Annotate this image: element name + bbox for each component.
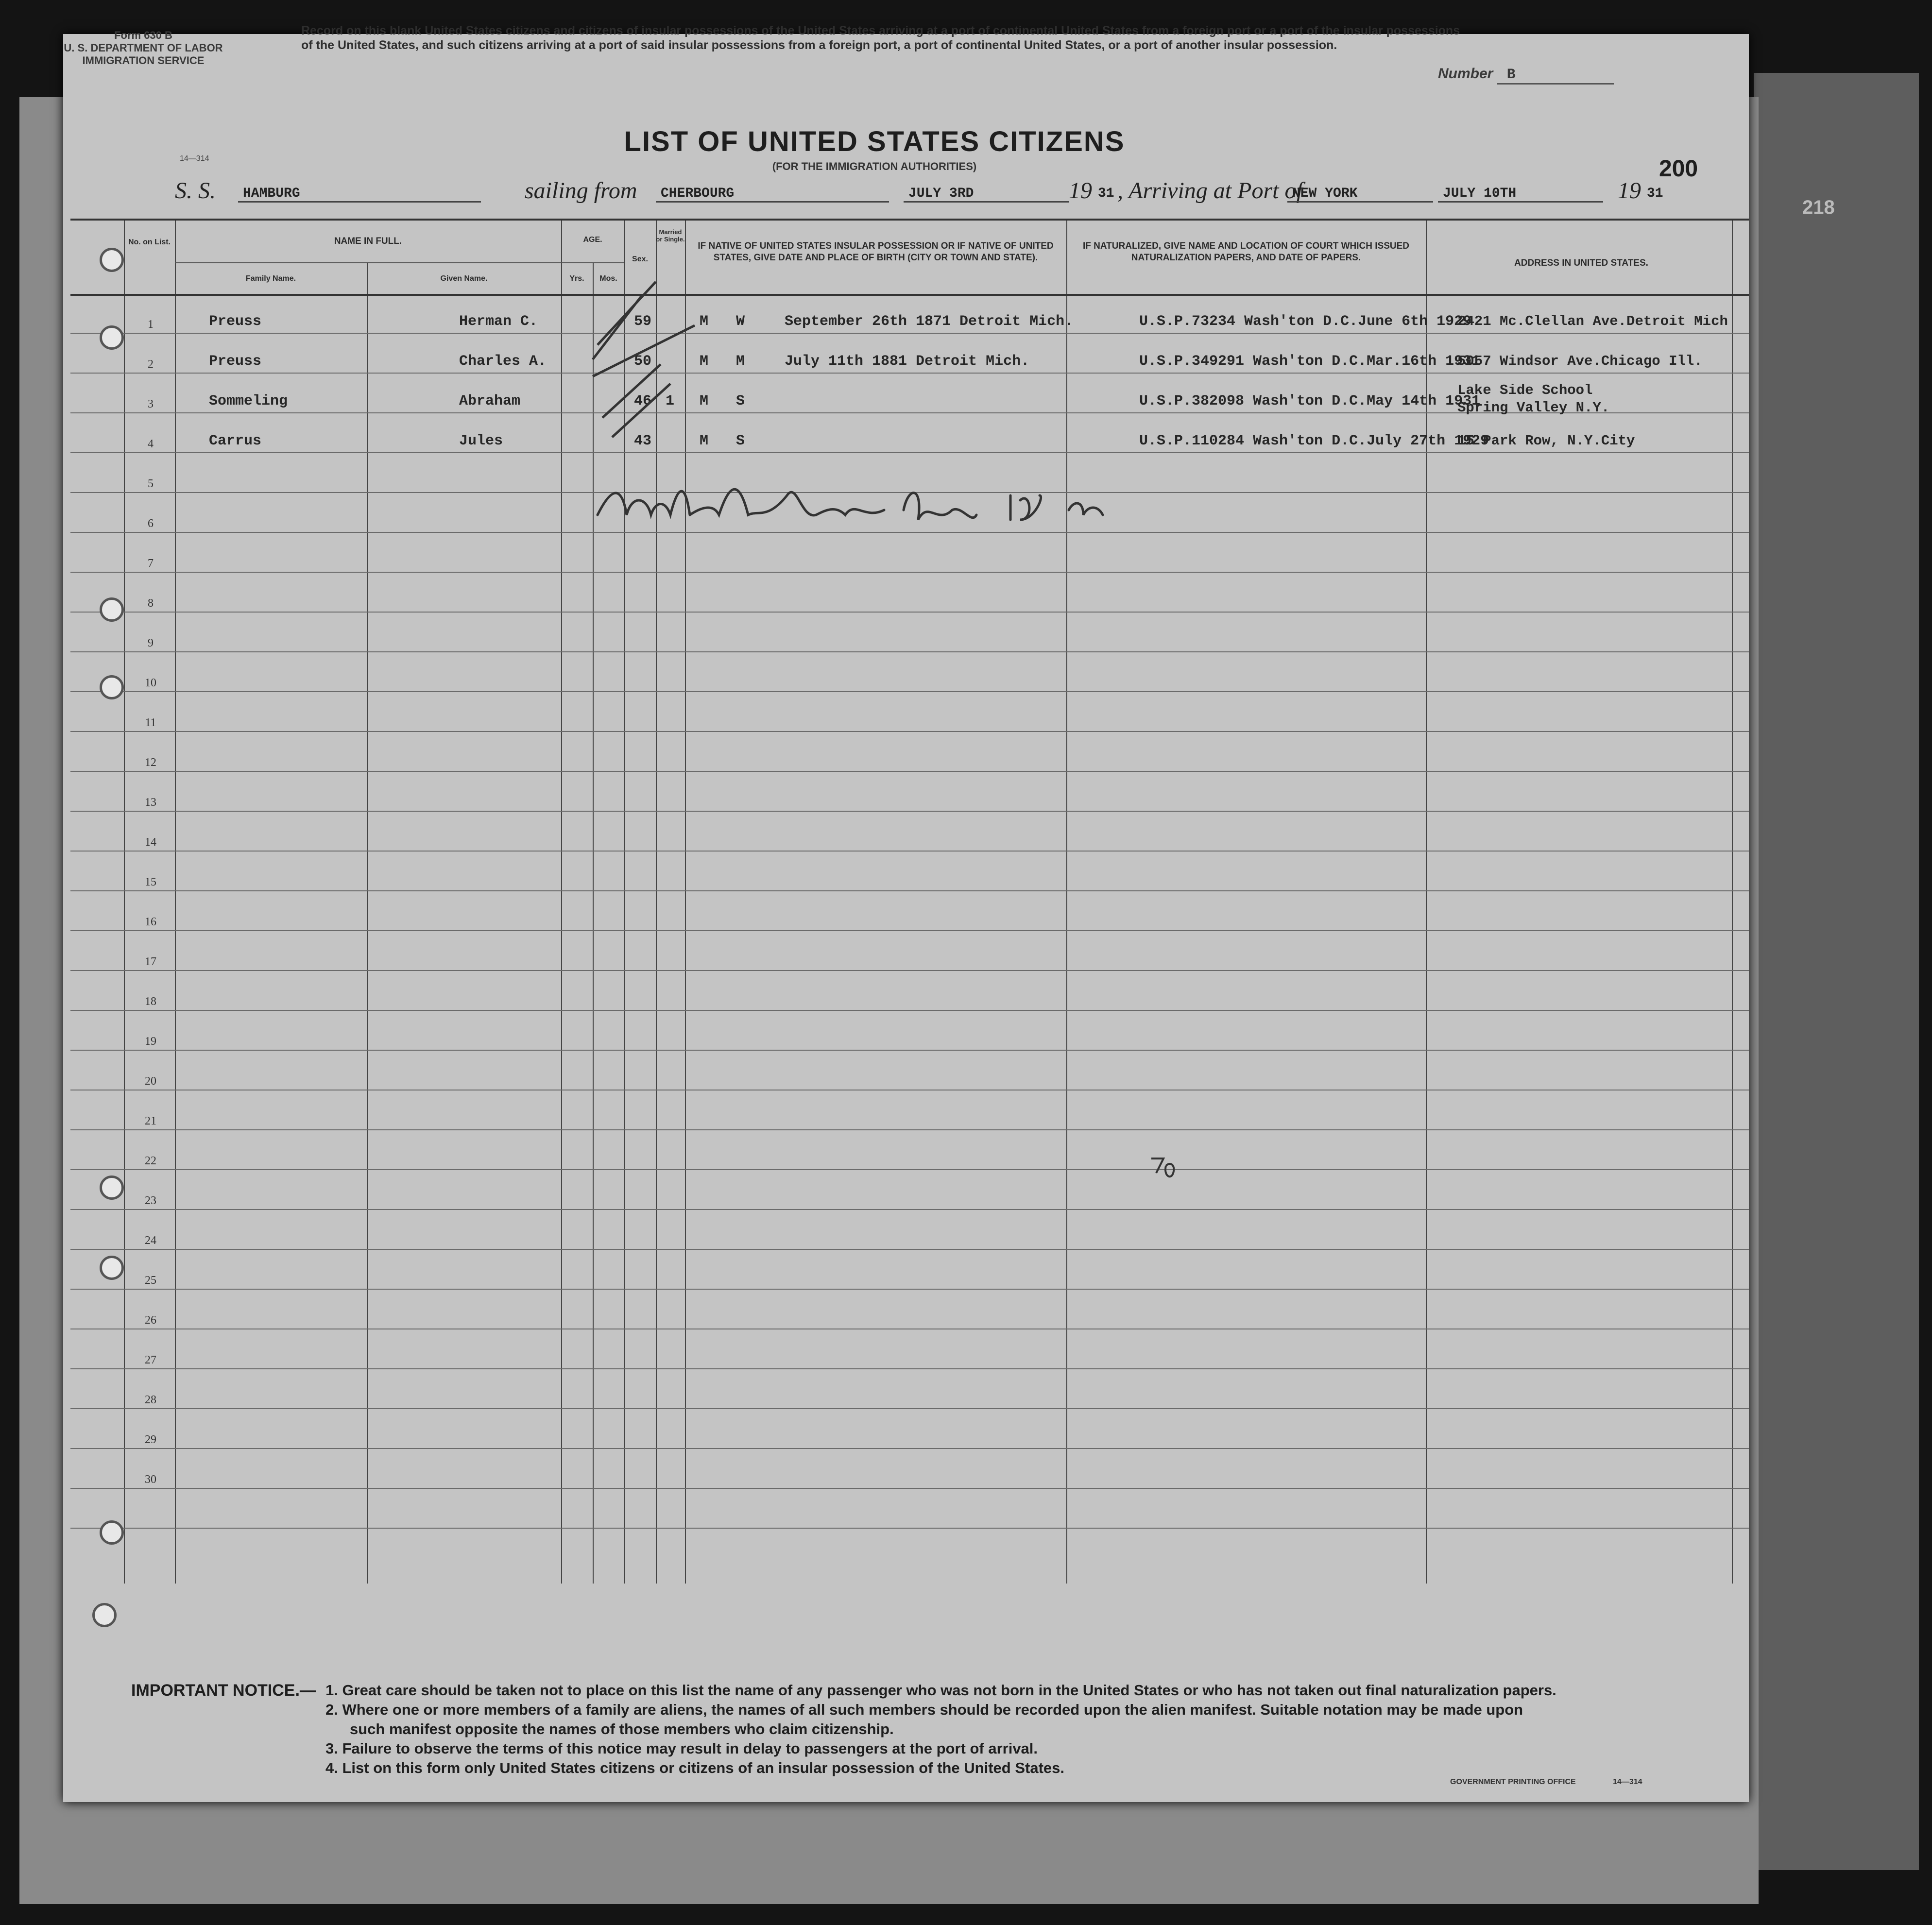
row-number: 11: [145, 716, 156, 729]
row-number: 12: [145, 756, 156, 769]
cell-ms: S: [736, 393, 745, 409]
row-number: 26: [145, 1314, 156, 1327]
row-rule: [70, 373, 1749, 374]
row-number: 2: [148, 358, 154, 371]
cell-given: Charles A.: [459, 353, 547, 370]
arrival-year: 31: [1647, 186, 1663, 201]
page-title: LIST OF UNITED STATES CITIZENS: [624, 126, 1125, 157]
row-number: 8: [148, 597, 154, 610]
header-name-in-full: NAME IN FULL.: [334, 236, 402, 246]
row-rule: [70, 1488, 1749, 1489]
row-rule: [70, 1368, 1749, 1369]
cell-family: Preuss: [209, 353, 262, 370]
punch-hole: [100, 1175, 124, 1200]
record-note: Record on this blank United States citizens and citizens of insular possessions of the United States arriving at a port of continental United States from a foreign port or a port of the insular possessions of the United States, and such citizens arriving at a port of said insular possessions from a foreign port, a port of continental United States, or a port of another insular possession.: [301, 24, 1460, 52]
header-native: IF NATIVE OF UNITED STATES INSULAR POSSESSION OR IF NATIVE OF UNITED STATES, GIVE DATE AND PLACE OF BIRTH (CITY OR TOWN AND STATE).: [698, 241, 1054, 263]
row-number: 23: [145, 1194, 156, 1207]
row-number: 28: [145, 1394, 156, 1406]
row-number: 22: [145, 1155, 156, 1167]
cell-given: Jules: [459, 433, 503, 449]
row-number: 14: [145, 836, 156, 849]
cell-given: Herman C.: [459, 313, 538, 330]
row-rule: [70, 1408, 1749, 1409]
row-number: 16: [145, 916, 156, 928]
punch-hole: [100, 1256, 124, 1280]
notice-item-4: 4. List on this form only United States citizens or citizens of an insular possession of the United States.: [325, 1759, 1064, 1776]
row-number: 24: [145, 1234, 156, 1247]
row-number: 25: [145, 1274, 156, 1287]
arriving-label: , Arriving at Port of: [1117, 178, 1303, 204]
row-rule: [70, 691, 1749, 692]
cell-address: 2421 Mc.Clellan Ave.Detroit Mich: [1457, 313, 1728, 329]
cell-ms: W: [736, 313, 745, 330]
row-rule: [70, 851, 1749, 852]
cell-address: Lake Side School: [1457, 382, 1593, 398]
ss-label: S. S.: [175, 178, 216, 204]
row-number: 1: [148, 318, 154, 331]
cell-yrs: 46: [634, 393, 652, 409]
department: U. S. DEPARTMENT OF LABOR: [64, 42, 223, 54]
punch-hole: [92, 1603, 117, 1627]
row-rule: [70, 612, 1749, 613]
row-rule: [70, 1249, 1749, 1250]
notice-item-1: 1. Great care should be taken not to place on this list the name of any passenger who was not born in the United States or who has not taken out final naturalization papers.: [325, 1682, 1556, 1699]
cell-ms: M: [736, 353, 745, 370]
cell-address: 5057 Windsor Ave.Chicago Ill.: [1457, 353, 1703, 369]
voyage-line: [175, 177, 1691, 211]
row-number: 30: [145, 1473, 156, 1486]
row-number: 3: [148, 398, 154, 410]
row-rule: [70, 452, 1749, 453]
row-rule: [70, 1169, 1749, 1170]
page-subtitle: (FOR THE IMMIGRATION AUTHORITIES): [772, 160, 977, 172]
cell-natz: U.S.P.73234 Wash'ton D.C.June 6th 1929: [1139, 313, 1472, 330]
cell-given: Abraham: [459, 393, 521, 409]
row-rule: [70, 970, 1749, 971]
check-marks: [583, 272, 709, 447]
row-number: 17: [145, 955, 156, 968]
manifest-sheet: [63, 34, 1749, 1802]
row-number: 27: [145, 1354, 156, 1366]
row-number: 21: [145, 1115, 156, 1127]
row-rule: [70, 1129, 1749, 1130]
row-number: 29: [145, 1433, 156, 1446]
cell-yrs: 50: [634, 353, 652, 370]
row-rule: [70, 1209, 1749, 1210]
row-number: 10: [145, 677, 156, 689]
row-rule: [70, 1528, 1749, 1529]
cell-natz: U.S.P.110284 Wash'ton D.C.July 27th 1929: [1139, 433, 1489, 449]
row-rule: [70, 1289, 1749, 1290]
gpo-label: GOVERNMENT PRINTING OFFICE: [1450, 1778, 1576, 1786]
row-number: 6: [148, 517, 154, 530]
side-page-number: 218: [1802, 197, 1835, 218]
cell-sex: M: [700, 433, 709, 449]
cell-family: Preuss: [209, 313, 262, 330]
row-rule: [70, 1050, 1749, 1051]
header-naturalized: IF NATURALIZED, GIVE NAME AND LOCATION OF COURT WHICH ISSUED NATURALIZATION PAPERS, AND DATE OF PAPERS.: [1082, 241, 1409, 263]
header-age: AGE.: [583, 236, 602, 244]
cell-natz: U.S.P.349291 Wash'ton D.C.Mar.16th 1931: [1139, 353, 1481, 370]
row-number: 18: [145, 995, 156, 1008]
sailing-label: sailing from: [525, 178, 637, 204]
header-mos: Mos.: [599, 274, 617, 283]
small-code: 14—314: [180, 154, 209, 163]
cell-address: 15 Park Row, N.Y.City: [1457, 433, 1635, 449]
row-number: 5: [148, 477, 154, 490]
number-value: B: [1497, 67, 1614, 85]
row-rule: [70, 890, 1749, 891]
cell-birth: July 11th 1881 Detroit Mich.: [785, 353, 1030, 370]
row-number: 13: [145, 796, 156, 809]
underlying-sheet: [1754, 73, 1919, 1870]
row-rule: [70, 1010, 1749, 1011]
arrival-year-prefix: 19: [1618, 178, 1641, 204]
departure-year-prefix: 19: [1069, 178, 1092, 204]
row-rule: [70, 333, 1749, 334]
margin-mark: [1149, 1154, 1178, 1183]
punch-hole: [100, 248, 124, 272]
row-rule: [70, 771, 1749, 772]
row-number: 20: [145, 1075, 156, 1088]
row-rule: [70, 1448, 1749, 1449]
number-label: Number: [1438, 66, 1493, 82]
gpo-code: 14—314: [1613, 1778, 1642, 1786]
cell-mos: 1: [666, 393, 675, 409]
departure-port: CHERBOURG: [656, 186, 889, 203]
header-no-on-list: No. on List.: [128, 238, 171, 246]
form-meta: [63, 29, 223, 67]
departure-year: 31: [1098, 186, 1114, 201]
notice-item-2-cont: such manifest opposite the names of those members who claim citizenship.: [350, 1721, 894, 1738]
cell-yrs: 43: [634, 433, 652, 449]
punch-hole: [100, 675, 124, 699]
page-number: 200: [1659, 156, 1698, 182]
handwritten-admission-note: [593, 466, 1176, 544]
header-address: ADDRESS IN UNITED STATES.: [1514, 258, 1648, 268]
cell-sex: M: [700, 393, 709, 409]
cell-yrs: 59: [634, 313, 652, 330]
row-rule: [70, 811, 1749, 812]
notice-item-2: 2. Where one or more members of a family are aliens, the names of all such members should be recorded upon the alien manifest. Suitable notation may be made upon: [325, 1701, 1523, 1718]
row-number: 7: [148, 557, 154, 570]
punch-hole: [100, 1520, 124, 1545]
cell-family: Carrus: [209, 433, 262, 449]
header-family-name: Family Name.: [245, 274, 296, 283]
row-rule: [70, 651, 1749, 652]
header-yrs: Yrs.: [569, 274, 584, 283]
row-number: 15: [145, 876, 156, 888]
header-given-name: Given Name.: [440, 274, 488, 283]
number-block: [1438, 66, 1614, 85]
cell-family: Sommeling: [209, 393, 288, 409]
notice-lead: IMPORTANT NOTICE.—: [131, 1681, 316, 1700]
punch-hole: [100, 325, 124, 350]
ship-name: HAMBURG: [238, 186, 481, 203]
form-code: Form 630 B: [114, 29, 172, 41]
row-number: 19: [145, 1035, 156, 1048]
row-number: 9: [148, 637, 154, 649]
departure-date: JULY 3RD: [904, 186, 1069, 203]
arrival-port: NEW YORK: [1287, 186, 1433, 203]
header-sex: Sex.: [632, 255, 648, 263]
row-number: 4: [148, 438, 154, 450]
row-rule: [70, 930, 1749, 931]
notice-item-3: 3. Failure to observe the terms of this notice may result in delay to passengers at the port of arrival.: [325, 1740, 1038, 1757]
cell-ms: S: [736, 433, 745, 449]
service: IMMIGRATION SERVICE: [82, 54, 205, 67]
cell-sex: M: [700, 313, 709, 330]
cell-natz: U.S.P.382098 Wash'ton D.C.May 14th 1931: [1139, 393, 1481, 409]
cell-address-line-2: Spring Valley N.Y.: [1457, 400, 1610, 416]
row-rule: [70, 572, 1749, 573]
cell-sex: M: [700, 353, 709, 370]
row-rule: [70, 731, 1749, 732]
arrival-date: JULY 10TH: [1438, 186, 1603, 203]
cell-birth: September 26th 1871 Detroit Mich.: [785, 313, 1074, 330]
header-married-single: Married or Single.: [656, 228, 685, 243]
punch-hole: [100, 597, 124, 622]
